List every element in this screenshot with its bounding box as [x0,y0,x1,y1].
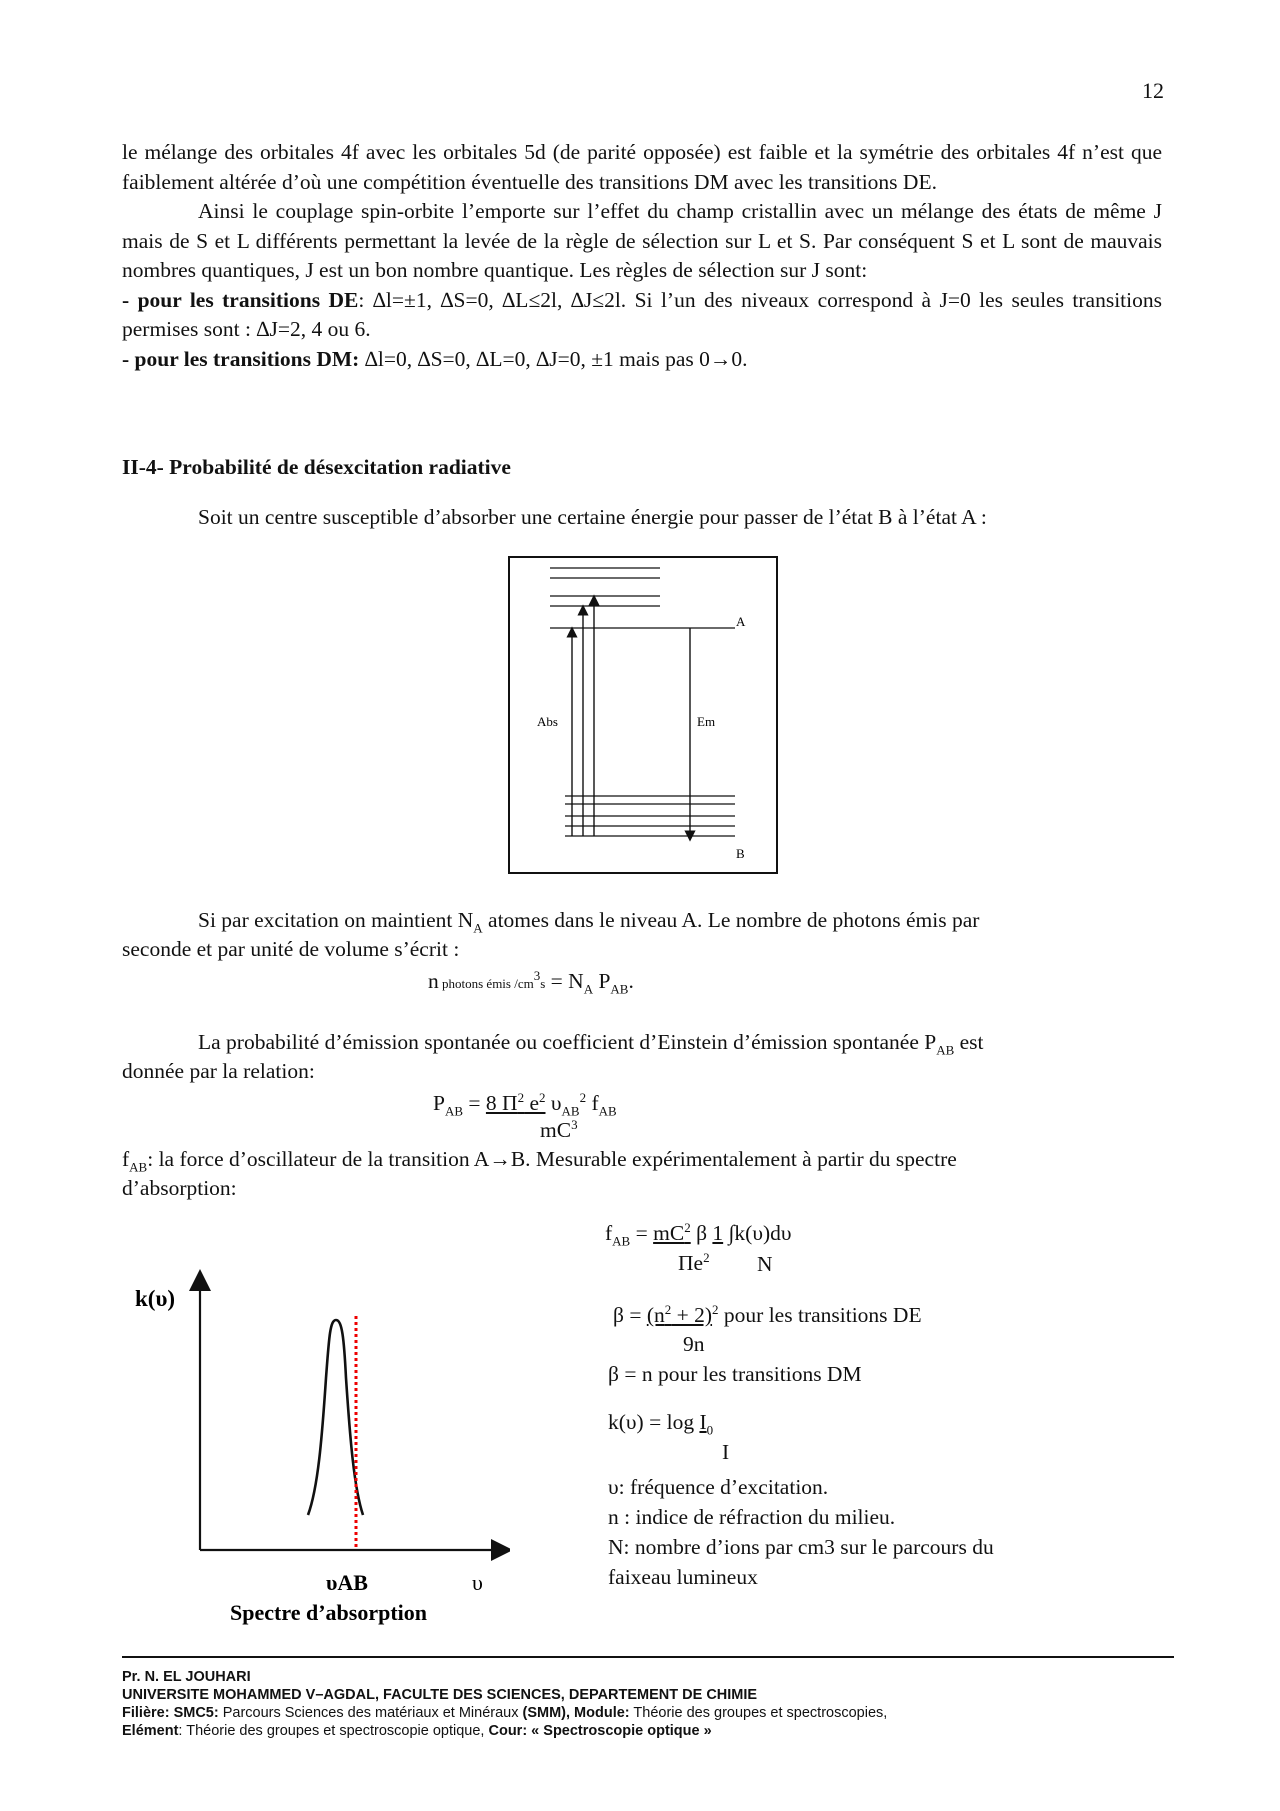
paragraph-coupling: Ainsi le couplage spin-orbite l’emporte sur l’effet du champ cristallin avec un mélange des états de même J mais de S et L différents permettant la levée de la règle de sélection sur L et S. Par conséquent S et L sont de mauvais nombres quantiques, J est un bon nombre quantique. Les règles de sélection sur J sont: [122,199,1162,282]
osc-f: f [122,1147,130,1171]
ein-sub: AB [936,1042,955,1058]
energy-level-diagram [508,556,778,874]
fab-den-n: N [757,1252,773,1276]
fab-beta: β [690,1221,713,1246]
einstein-line-1 [198,1030,984,1058]
eq-rest-sub2: AB [610,981,629,997]
fab-num-sup: 2 [684,1220,691,1235]
filiere-text: Parcours Sciences des matériaux et Minéraux [218,1705,523,1721]
fab-lhs: f [605,1221,613,1246]
fab-formula [605,1220,792,1249]
rule-de [122,286,1162,345]
eq-rest-sub: A [583,981,594,997]
fab-one: 1 [712,1221,724,1246]
footer-element [122,1722,1174,1740]
num-sup2: 2 [539,1090,546,1105]
footer-university: UNIVERSITE MOHAMMED V–AGDAL, FACULTE DES SCIENCES, DEPARTEMENT DE CHIMIE [122,1687,758,1703]
module-text: Théorie des groupes et spectroscopies, [629,1705,888,1721]
y-axis-label: k(υ) [135,1286,176,1311]
fab-sub: AB [612,1233,631,1249]
level-b-label: B [736,846,745,861]
num-sub2: AB [598,1103,617,1119]
excitation-line-1 [198,908,979,936]
spectrum-svg [130,1268,510,1628]
section-title: II-4- Probabilité de désexcitation radiative [122,455,511,479]
einstein-line-2: donnée par la relation: [122,1059,315,1083]
eq-sub: photons émis /cm [438,976,534,992]
num-b: e [524,1091,539,1116]
eq-s: s [540,976,546,992]
intro-text [122,138,1162,374]
eq-rest-b: P [593,969,611,994]
k-num-i: I [699,1410,707,1434]
footer-author: Pr. N. EL JOUHARI [122,1669,251,1685]
num-sub: AB [561,1103,580,1119]
page-number: 12 [1142,78,1164,103]
pab-denominator [540,1117,578,1143]
element-text: : Théorie des groupes et spectroscopie optique, [178,1723,489,1739]
beta-de [613,1302,922,1328]
exc-text-b: atomes dans le niveau A. Le nombre de photons émis par [482,908,980,932]
peak-label: υAB [326,1570,368,1595]
eq-rest-a: = N [545,969,584,994]
beta-de-den: 9n [683,1332,705,1356]
absorption-arrows [572,600,594,836]
den-a: mC [540,1118,572,1143]
num-d: f [586,1091,599,1116]
excitation-line-2: seconde et par unité de volume s’écrit : [122,937,460,961]
einstein-formula [433,1090,617,1119]
def-frequency: υ: fréquence d’excitation. [608,1475,829,1499]
rule-dm-text: ∆l=0, ∆S=0, ∆L=0, ∆J=0, ±1 mais pas 0→0. [359,346,748,371]
fab-eq: = [630,1221,654,1246]
fab-num-text: mC [653,1221,685,1246]
beta-de-sup1: 2 [664,1302,672,1317]
rule-dm-label: - pour les transitions DM: [122,346,360,371]
footer-filiere [122,1704,1174,1722]
absorption-spectrum-chart [130,1268,510,1628]
fab-den-a: Πe [678,1251,704,1276]
em-label: Em [697,714,716,729]
ein-text-a: La probabilité d’émission spontanée ou coefficient d’Einstein d’émission spontanée P [198,1030,937,1054]
beta-de-a: β = [613,1303,647,1328]
x-axis-label: υ [472,1570,483,1595]
upper-levels [550,568,735,628]
page-footer [122,1656,1174,1740]
k-num-sub: 0 [706,1422,714,1438]
beta-de-text: pour les transitions DE [718,1303,922,1328]
beta-de-num-b: + 2) [671,1303,713,1328]
rule-de-label: - pour les transitions DE [122,287,359,312]
pab-numerator [486,1091,546,1115]
eq-end: . [628,969,634,994]
beta-de-sup2: 2 [712,1302,719,1317]
num-sup3: 2 [579,1090,587,1105]
k-formula [608,1410,713,1438]
cour-label: Cour: « Spectroscopie optique » [488,1723,712,1739]
osc-sub: AB [129,1159,148,1175]
oscillator-line-1 [122,1147,957,1175]
abs-label: Abs [537,714,558,729]
fab-den [678,1250,710,1276]
rule-de-text: : ∆l=±1, ∆S=0, ∆L≤2l, ∆J≤2l. Si l’un des niveaux correspond à J=0 les seules transitions permises sont : ∆J=2, 4 ou 6. [122,287,1162,341]
energy-level-svg [510,558,776,872]
k-den: I [722,1440,730,1464]
k-a: k(υ) = log [608,1410,700,1434]
filiere-label: Filière: SMC5: [122,1705,219,1721]
beta-de-num-a: (n [646,1303,665,1328]
ein-text-b: est [954,1030,984,1054]
level-a-label: A [736,614,746,629]
pab-eq: = [463,1091,486,1116]
paragraph-orbitals: le mélange des orbitales 4f avec les orbitales 5d (de parité opposée) est faible et la symétrie des orbitales 4f n’est que faiblement altérée d’où une compétition éventuelle des transitions DM avec les transitions DE. [122,140,1162,194]
beta-de-num [647,1303,712,1327]
def-ions-2: faixeau lumineux [608,1565,758,1589]
smm-label: (SMM), Module: [522,1705,630,1721]
oscillator-line-2: d’absorption: [122,1176,237,1200]
osc-text: : la force d’oscillateur de la transition A→B. Mesurable expérimentalement à partir du spectre [147,1147,957,1171]
fab-num [653,1221,691,1245]
beta-dm: β = n pour les transitions DM [608,1362,862,1386]
def-ions-1: N: nombre d’ions par cm3 sur le parcours du [608,1535,994,1559]
k-num [699,1410,714,1438]
fab-int: ∫k(υ)dυ [723,1221,792,1246]
photon-equation [428,968,634,997]
den-sup: 3 [571,1117,578,1132]
pab-lhs-sub: AB [444,1103,464,1119]
num-c: υ [545,1091,562,1116]
num-a: 8 Π [485,1091,518,1116]
exc-sub-a: A [473,920,483,936]
pab-lhs: P [433,1091,445,1116]
rule-dm [122,345,1162,375]
eq-sup: 3 [533,968,541,983]
def-index: n : indice de réfraction du milieu. [608,1505,896,1529]
eq-n: n [428,969,439,994]
fab-den-sup: 2 [703,1250,710,1265]
exc-text-a: Si par excitation on maintient N [198,908,474,932]
lower-levels [565,796,735,836]
element-label: Elément [122,1723,179,1739]
sentence-states: Soit un centre susceptible d’absorber une certaine énergie pour passer de l’état B à l’état A : [198,505,987,529]
num-sup1: 2 [517,1090,525,1105]
chart-title: Spectre d’absorption [230,1600,427,1625]
